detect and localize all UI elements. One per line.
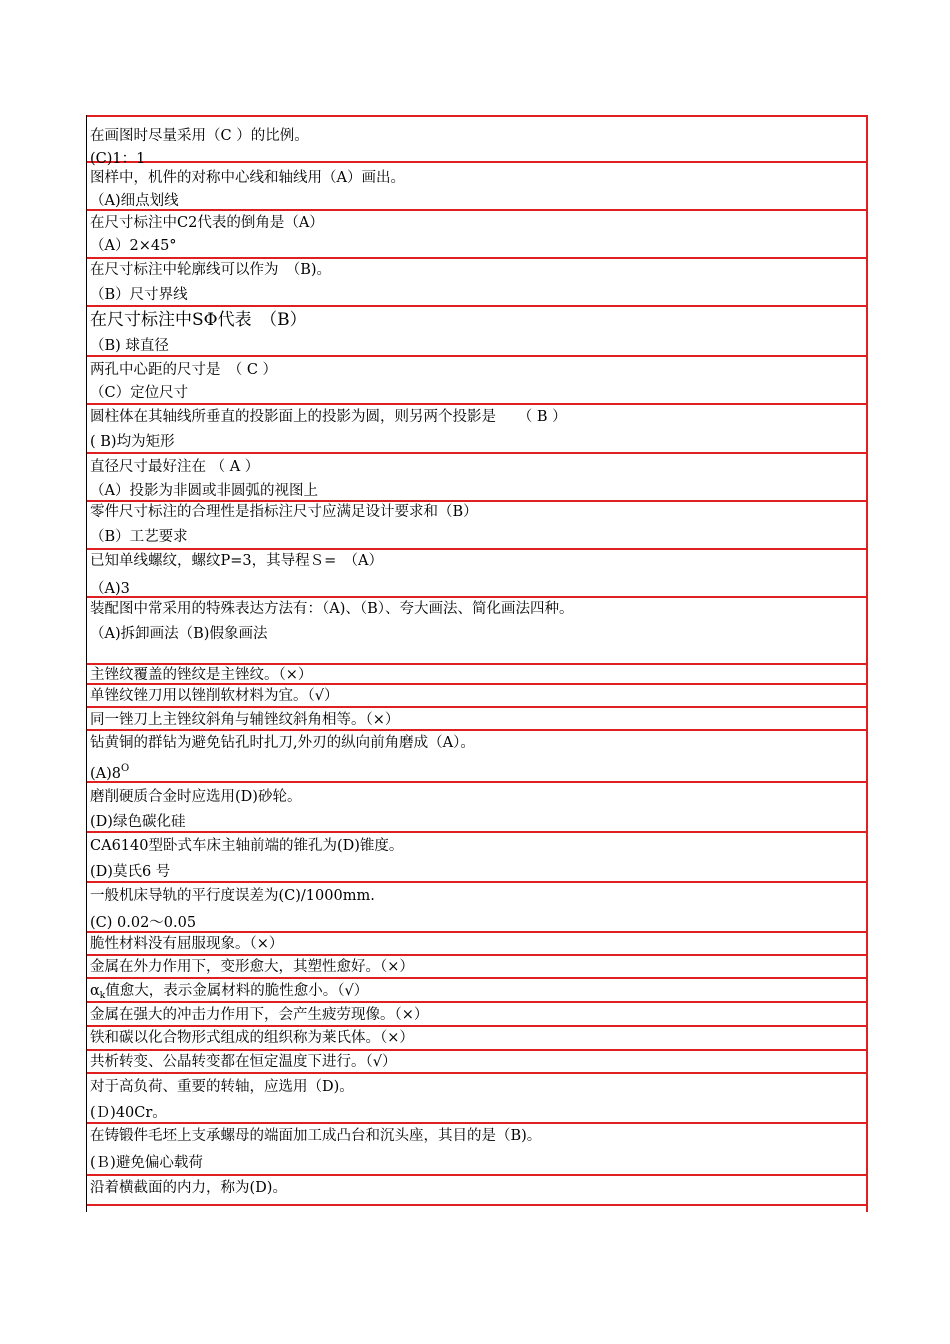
answer-label: ( B)均为矩形 bbox=[90, 434, 175, 450]
question-label: 磨削硬质合金时应选用(D)砂轮。 bbox=[90, 789, 302, 805]
question-label: 金属在强大的冲击力作用下，会产生疲劳现像。（×） bbox=[90, 1007, 429, 1023]
question-label: 铁和碳以化合物形式组成的组织称为莱氏体。（×） bbox=[90, 1030, 414, 1046]
answer-text bbox=[90, 386, 188, 401]
answer-text bbox=[90, 582, 130, 597]
question-label: 单锉纹锉刀用以锉削软材料为宜。（√） bbox=[90, 688, 339, 704]
question-row bbox=[87, 956, 866, 979]
question-text bbox=[90, 1008, 428, 1023]
question-row bbox=[87, 1027, 866, 1051]
answer-text bbox=[90, 916, 196, 931]
question-label: 零件尺寸标注的合理性是指标注尺寸应满足设计要求和（B） bbox=[90, 504, 478, 520]
question-text bbox=[90, 129, 309, 144]
question-text bbox=[90, 1031, 414, 1046]
question-row bbox=[87, 708, 866, 731]
answer-text bbox=[90, 1106, 167, 1121]
question-text bbox=[90, 554, 383, 569]
answer-text bbox=[90, 627, 267, 642]
question-label: 主锉纹覆盖的锉纹是主锉纹。（×） bbox=[90, 667, 313, 683]
question-label: 沿着横截面的内力，称为(D)。 bbox=[90, 1180, 287, 1196]
question-text bbox=[90, 839, 403, 854]
answer-label: （A)3 bbox=[90, 581, 130, 597]
question-label: 对于高负荷、重要的转轴，应选用（D)。 bbox=[90, 1079, 354, 1095]
question-row bbox=[87, 598, 866, 665]
question-text bbox=[90, 736, 475, 751]
answer-label: （B) 球直径 bbox=[90, 338, 169, 354]
answer-label: (A)8 bbox=[90, 766, 122, 782]
answer-label: （B）工艺要求 bbox=[90, 529, 188, 545]
question-label: 在尺寸标注中轮廓线可以作为 （B)。 bbox=[90, 262, 332, 278]
question-text bbox=[90, 363, 277, 378]
question-row bbox=[87, 731, 866, 783]
question-text bbox=[90, 171, 405, 186]
answer-label: (D)绿色碳化硅 bbox=[90, 814, 186, 830]
question-label: 在铸锻件毛坯上支承螺母的端面加工成凸台和沉头座，其目的是（B)。 bbox=[90, 1128, 542, 1144]
question-text bbox=[90, 984, 368, 1001]
answer-text bbox=[90, 288, 188, 303]
question-label: 图样中，机件的对称中心线和轴线用（A）画出。 bbox=[90, 170, 405, 186]
question-row bbox=[87, 833, 866, 883]
answer-label: （A)拆卸画法（B)假象画法 bbox=[90, 626, 268, 642]
question-row bbox=[87, 357, 866, 405]
question-label: 一般机床导轨的平行度误差为(C)/1000mm. bbox=[90, 888, 375, 904]
answer-label: (C)1：1 bbox=[90, 151, 146, 167]
answer-text bbox=[90, 764, 129, 782]
question-label: 直径尺寸最好注在 （ A ） bbox=[90, 459, 260, 475]
question-text bbox=[90, 602, 574, 617]
question-text bbox=[90, 460, 259, 475]
question-text bbox=[90, 713, 399, 728]
question-row bbox=[87, 1176, 866, 1206]
question-row bbox=[87, 1124, 866, 1176]
question-text bbox=[90, 790, 301, 805]
question-text bbox=[90, 1080, 354, 1095]
question-text bbox=[90, 1055, 397, 1070]
question-row bbox=[87, 783, 866, 833]
question-text bbox=[90, 1181, 287, 1196]
answer-text bbox=[90, 1156, 203, 1171]
answer-text bbox=[90, 530, 188, 545]
question-text bbox=[90, 960, 414, 975]
question-row bbox=[87, 163, 866, 211]
answer-label: （A)细点划线 bbox=[90, 193, 179, 209]
question-row bbox=[87, 115, 866, 167]
question-text bbox=[90, 937, 283, 952]
answer-label: (D)莫氏6 号 bbox=[90, 864, 171, 880]
question-text bbox=[90, 668, 312, 683]
answer-text bbox=[90, 339, 169, 354]
question-text bbox=[90, 216, 324, 231]
question-text bbox=[90, 263, 331, 278]
question-label: 脆性材料没有屈服现象。（×） bbox=[90, 936, 284, 952]
question-label: 已知单线螺纹，螺纹P=3，其导程Ｓ= （A） bbox=[90, 553, 384, 569]
question-sheet bbox=[86, 115, 868, 1212]
alpha-symbol: α bbox=[90, 983, 100, 999]
question-row bbox=[87, 211, 866, 259]
question-text bbox=[90, 889, 375, 904]
question-row bbox=[87, 665, 866, 685]
answer-label: （B）尺寸界线 bbox=[90, 287, 188, 303]
answer-text bbox=[90, 435, 175, 450]
question-label: 值愈大，表示金属材料的脆性愈小。（√） bbox=[105, 983, 369, 999]
answer-label: (Ｄ)40Cr。 bbox=[90, 1105, 167, 1121]
question-row bbox=[87, 685, 866, 708]
question-label: 金属在外力作用下，变形愈大，其塑性愈好。（×） bbox=[90, 959, 414, 975]
question-row bbox=[87, 454, 866, 502]
question-row bbox=[87, 933, 866, 956]
question-row bbox=[87, 1074, 866, 1124]
question-row bbox=[87, 883, 866, 933]
question-label: 圆柱体在其轴线所垂直的投影面上的投影为圆，则另两个投影是 （ B ） bbox=[90, 409, 567, 425]
question-text bbox=[90, 689, 339, 704]
question-label: CA6140型卧式车床主轴前端的锥孔为(D)锥度。 bbox=[90, 838, 404, 854]
question-label: 在尺寸标注中SΦ代表 （B） bbox=[90, 310, 307, 330]
question-row bbox=[87, 1051, 866, 1074]
question-row bbox=[87, 1003, 866, 1027]
answer-text bbox=[90, 865, 170, 880]
question-label: 共析转变、公晶转变都在恒定温度下进行。（√） bbox=[90, 1054, 397, 1070]
answer-text bbox=[90, 194, 179, 209]
answer-label: （C）定位尺寸 bbox=[90, 385, 189, 401]
answer-label: (C) 0.02～0.05 bbox=[90, 915, 197, 931]
question-label: 钻黄铜的群钻为避免钻孔时扎刀,外刃的纵向前角磨成（A）。 bbox=[90, 735, 475, 751]
question-row bbox=[87, 259, 866, 307]
question-text bbox=[90, 1129, 541, 1144]
question-text bbox=[90, 505, 478, 520]
question-row bbox=[87, 405, 866, 454]
answer-label: （A）2×45° bbox=[90, 238, 177, 254]
answer-label: (Ｂ)避免偏心载荷 bbox=[90, 1155, 203, 1171]
question-label: 在画图时尽量采用（C ）的比例。 bbox=[90, 128, 309, 144]
question-label: 两孔中心距的尺寸是 （ C ） bbox=[90, 362, 278, 378]
answer-text bbox=[90, 239, 177, 254]
answer-text bbox=[90, 815, 185, 830]
question-row bbox=[87, 550, 866, 598]
question-row bbox=[87, 307, 866, 357]
question-label: 同一锉刀上主锉纹斜角与辅锉纹斜角相等。（×） bbox=[90, 712, 400, 728]
question-row bbox=[87, 502, 866, 550]
question-row bbox=[87, 979, 866, 1003]
question-label: 在尺寸标注中C2代表的倒角是（A） bbox=[90, 215, 324, 231]
answer-text bbox=[90, 484, 318, 499]
degree-superscript: O bbox=[121, 763, 130, 774]
question-text bbox=[90, 312, 307, 329]
subscript-k: k bbox=[99, 991, 106, 1001]
question-label: 装配图中常采用的特殊表达方法有：（A)、（B）、夸大画法、简化画法四种。 bbox=[90, 601, 574, 617]
answer-label: （A）投影为非圆或非圆弧的视图上 bbox=[90, 483, 318, 499]
question-text bbox=[90, 410, 567, 425]
